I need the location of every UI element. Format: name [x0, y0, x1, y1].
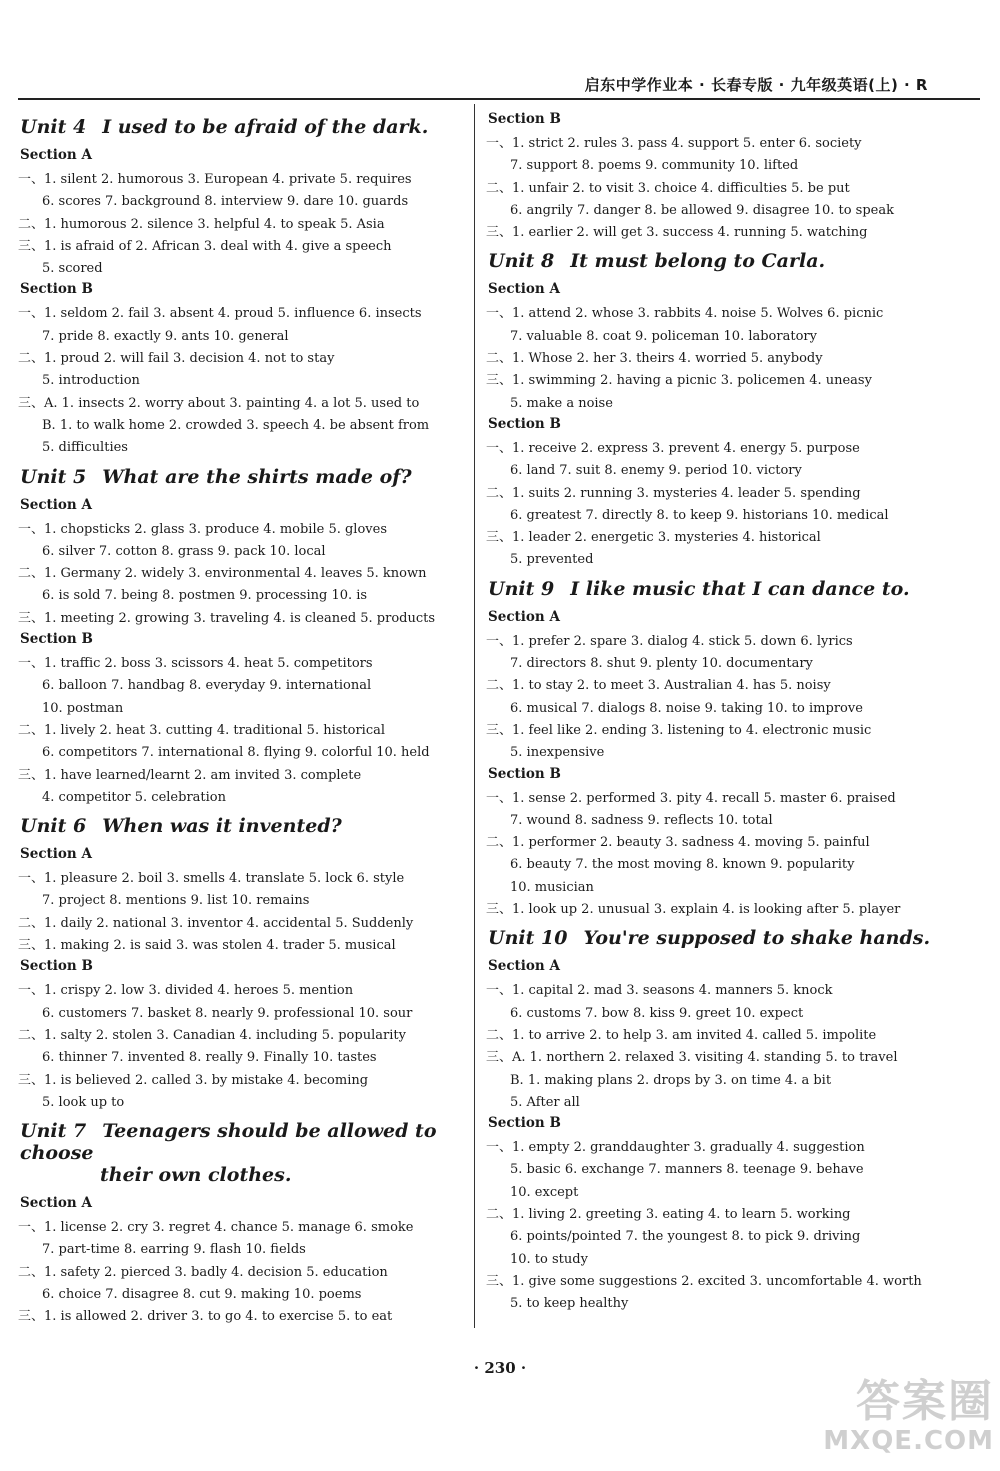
answer-line: 一、1. silent 2. humorous 3. European 4. private 5. requires	[18, 172, 412, 187]
answer-line: 一、1. attend 2. whose 3. rabbits 4. noise 5. Wolves 6. picnic	[486, 306, 884, 322]
left-column	[18, 110, 463, 1329]
answer-line: 二、1. Whose 2. her 3. theirs 4. worried 5. anybody	[486, 351, 823, 367]
answer-line: 三、1. leader 2. energetic 3. mysteries 4. historical	[486, 530, 821, 546]
answer-line: 6. points/pointed 7. the youngest 8. to pick 9. driving	[510, 1229, 861, 1245]
answer-line: 10. postman	[42, 700, 124, 716]
answer-line: 5. introduction	[42, 373, 140, 389]
answer-line: 7. valuable 8. coat 9. policeman 10. laboratory	[510, 328, 817, 344]
answer-line: 6. is sold 7. being 8. postmen 9. processing 10. is	[42, 588, 368, 604]
answer-line: 6. customs 7. bow 8. kiss 9. greet 10. expect	[510, 1005, 804, 1021]
answer-line: 5. look up to	[42, 1094, 125, 1110]
answer-line: 二、1. daily 2. national 3. inventor 4. accidental 5. Suddenly	[18, 915, 414, 931]
answer-line: 7. part-time 8. earring 9. flash 10. fields	[42, 1242, 306, 1258]
answer-line: B. 1. to walk home 2. crowded 3. speech 4. be absent from	[42, 417, 430, 433]
section-a-heading: Section A	[20, 1195, 92, 1212]
answer-line: 一、1. strict 2. rules 3. pass 4. support 5. enter 6. society	[486, 136, 862, 151]
answer-line: 一、1. chopsticks 2. glass 3. produce 4. mobile 5. gloves	[18, 521, 387, 537]
answer-line: 7. wound 8. sadness 9. reflects 10. total	[510, 812, 773, 828]
answer-line: 三、1. look up 2. unusual 3. explain 4. is looking after 5. player	[486, 902, 901, 918]
answer-line: 6. scores 7. background 8. interview 9. dare 10. guards	[42, 194, 409, 210]
watermark-logo: 答案圈	[856, 1376, 994, 1427]
answer-line: B. 1. making plans 2. drops by 3. on time 4. a bit	[510, 1072, 832, 1088]
section-a-heading: Section A	[488, 281, 560, 298]
answer-line: 二、1. lively 2. heat 3. cutting 4. traditional 5. historical	[18, 722, 386, 738]
unit-8-title: Unit 8 It must belong to Carla.	[488, 250, 826, 273]
answer-line: 三、A. 1. northern 2. relaxed 3. visiting 4. standing 5. to travel	[486, 1050, 898, 1066]
answer-line: 三、A. 1. insects 2. worry about 3. painting 4. a lot 5. used to	[18, 395, 420, 411]
section-b-heading: Section B	[20, 281, 93, 298]
answer-line: 5. basic 6. exchange 7. manners 8. teenage 9. behave	[510, 1162, 864, 1178]
answer-line: 三、1. earlier 2. will get 3. success 4. running 5. watching	[486, 225, 868, 241]
answer-line: 一、1. sense 2. performed 3. pity 4. recall 5. master 6. praised	[486, 790, 896, 806]
answer-line: 二、1. unfair 2. to visit 3. choice 4. difficulties 5. be put	[486, 180, 850, 196]
answer-line: 一、1. crispy 2. low 3. divided 4. heroes 5. mention	[18, 983, 354, 999]
section-b-heading: Section B	[488, 415, 561, 432]
answer-line: 一、1. seldom 2. fail 3. absent 4. proud 5. influence 6. insects	[18, 306, 422, 322]
section-a-heading: Section A	[20, 147, 92, 163]
answer-line: 二、1. humorous 2. silence 3. helpful 4. to speak 5. Asia	[18, 216, 385, 232]
answer-line: 一、1. receive 2. express 3. prevent 4. energy 5. purpose	[486, 440, 860, 456]
answer-line: 10. except	[510, 1184, 579, 1200]
page-number: · 230 ·	[473, 1359, 527, 1377]
answer-line: 6. balloon 7. handbag 8. everyday 9. international	[42, 678, 372, 694]
answer-line: 一、1. license 2. cry 3. regret 4. chance 5. manage 6. smoke	[18, 1220, 414, 1236]
answer-line: 一、1. capital 2. mad 3. seasons 4. manners 5. knock	[486, 983, 833, 999]
watermark-site: MXQE.COM	[823, 1426, 994, 1456]
answer-line: 三、1. give some suggestions 2. excited 3. uncomfortable 4. worth	[486, 1273, 922, 1289]
answer-line: 5. difficulties	[42, 440, 128, 456]
answer-line: 三、1. is afraid of 2. African 3. deal with 4. give a speech	[18, 238, 392, 254]
answer-line: 7. project 8. mentions 9. list 10. remains	[42, 893, 310, 909]
answer-line: 二、1. safety 2. pierced 3. badly 4. decision 5. education	[18, 1264, 388, 1280]
answer-line: 二、1. suits 2. running 3. mysteries 4. leader 5. spending	[486, 485, 861, 501]
right-column	[486, 110, 931, 1315]
answer-line: 二、1. living 2. greeting 3. eating 4. to learn 5. working	[486, 1206, 851, 1222]
answer-line: 7. pride 8. exactly 9. ants 10. general	[42, 328, 289, 344]
section-a-heading: Section A	[20, 496, 92, 513]
answer-line: 三、1. making 2. is said 3. was stolen 4. trader 5. musical	[18, 938, 396, 954]
section-b-heading: Section B	[20, 631, 93, 648]
answer-line: 一、1. empty 2. granddaughter 3. gradually 4. suggestion	[486, 1140, 865, 1156]
answer-line: 5. to keep healthy	[510, 1296, 629, 1312]
answer-line: 5. After all	[510, 1094, 580, 1110]
answer-line: 5. prevented	[510, 552, 594, 568]
answer-line: 6. angrily 7. danger 8. be allowed 9. disagree 10. to speak	[510, 202, 894, 218]
section-b-heading: Section B	[488, 1115, 561, 1132]
answer-line: 二、1. performer 2. beauty 3. sadness 4. moving 5. painful	[486, 835, 870, 851]
section-b-heading: Section B	[488, 765, 561, 782]
answer-line: 6. beauty 7. the most moving 8. known 9. popularity	[510, 857, 855, 873]
answer-line: 6. silver 7. cotton 8. grass 9. pack 10. local	[42, 543, 326, 559]
section-a-heading: Section A	[488, 958, 560, 975]
answer-line: 三、1. feel like 2. ending 3. listening to 4. electronic music	[486, 722, 872, 738]
unit-6-title: Unit 6 When was it invented?	[20, 815, 342, 838]
answer-line: 5. scored	[42, 261, 103, 277]
answer-line: 一、1. traffic 2. boss 3. scissors 4. heat 5. competitors	[18, 656, 373, 672]
answer-line: 6. thinner 7. invented 8. really 9. Finally 10. tastes	[42, 1050, 377, 1066]
unit-7-title: Unit 7 Teenagers should be allowed to choose their own clothes.	[20, 1120, 437, 1187]
section-a-heading: Section A	[488, 608, 560, 625]
answer-line: 三、1. is allowed 2. driver 3. to go 4. to exercise 5. to eat	[18, 1309, 393, 1325]
unit-4-title: Unit 4 I used to be afraid of the dark.	[20, 116, 429, 138]
unit-10-title: Unit 10 You're supposed to shake hands.	[488, 927, 931, 950]
answer-line: 三、1. meeting 2. growing 3. traveling 4. is cleaned 5. products	[18, 610, 436, 626]
answer-line: 10. to study	[510, 1251, 588, 1267]
answer-line: 二、1. to arrive 2. to help 3. am invited 4. called 5. impolite	[486, 1027, 877, 1043]
answer-line: 三、1. have learned/learnt 2. am invited 3. complete	[18, 767, 362, 783]
answer-line: 二、1. to stay 2. to meet 3. Australian 4. has 5. noisy	[486, 678, 831, 694]
answer-line: 4. competitor 5. celebration	[42, 789, 226, 805]
unit-9-title: Unit 9 I like music that I can dance to.	[488, 577, 910, 600]
page-header	[18, 72, 980, 100]
answer-line: 二、1. salty 2. stolen 3. Canadian 4. including 5. popularity	[18, 1027, 406, 1043]
header-title: 启东中学作业本 · 长春专版 · 九年级英语(上) · R	[584, 76, 928, 94]
answer-line: 6. competitors 7. international 8. flying 9. colorful 10. held	[42, 745, 430, 761]
unit-5-title: Unit 5 What are the shirts made of?	[20, 465, 412, 488]
answer-line: 一、1. prefer 2. spare 3. dialog 4. stick 5. down 6. lyrics	[486, 633, 853, 649]
answer-line: 二、1. proud 2. will fail 3. decision 4. not to stay	[18, 351, 335, 367]
answer-line: 6. musical 7. dialogs 8. noise 9. taking 10. to improve	[510, 700, 863, 716]
answer-line: 6. choice 7. disagree 8. cut 9. making 10. poems	[42, 1286, 362, 1302]
answer-line: 6. customers 7. basket 8. nearly 9. professional 10. sour	[42, 1005, 413, 1021]
answer-line: 三、1. is believed 2. called 3. by mistake 4. becoming	[18, 1072, 369, 1088]
answer-line: 三、1. swimming 2. having a picnic 3. policemen 4. uneasy	[486, 373, 872, 389]
answer-line: 5. make a noise	[510, 395, 613, 411]
answer-line: 二、1. Germany 2. widely 3. environmental 4. leaves 5. known	[18, 566, 427, 582]
answer-line: 10. musician	[510, 879, 594, 895]
section-b-heading: Section B	[488, 111, 561, 127]
column-divider	[474, 104, 475, 1328]
section-b-heading: Section B	[20, 958, 93, 975]
section-a-heading: Section A	[20, 846, 92, 863]
answer-line: 6. greatest 7. directly 8. to keep 9. historians 10. medical	[510, 507, 889, 523]
answer-line: 一、1. pleasure 2. boil 3. smells 4. translate 5. lock 6. style	[18, 871, 405, 887]
answer-line: 7. support 8. poems 9. community 10. lifted	[510, 158, 799, 174]
answer-line: 5. inexpensive	[510, 745, 605, 761]
answer-line: 7. directors 8. shut 9. plenty 10. documentary	[510, 656, 813, 672]
answer-line: 6. land 7. suit 8. enemy 9. period 10. victory	[510, 463, 802, 479]
watermark	[823, 1378, 994, 1456]
